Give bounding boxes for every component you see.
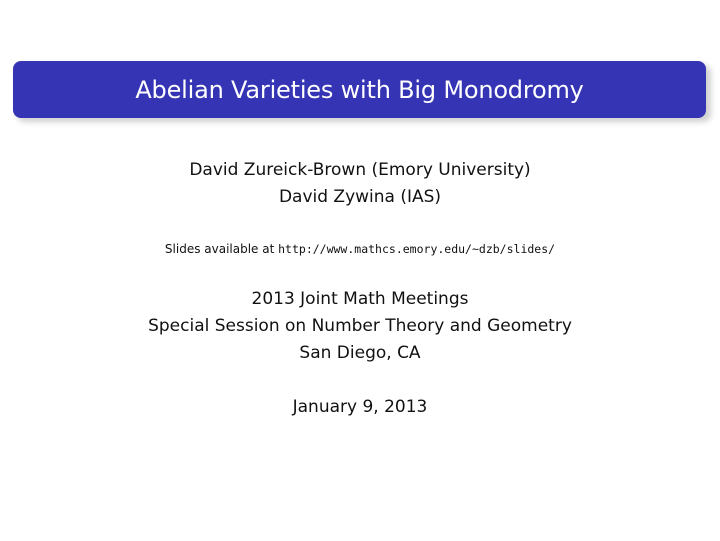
- slides-note-prefix: Slides available at: [164, 242, 279, 256]
- title-bar: [13, 61, 706, 118]
- event-location: San Diego, CA: [299, 343, 421, 363]
- author-line-1: David Zureick-Brown (Emory University): [189, 160, 531, 180]
- slides-note: [0, 242, 720, 256]
- author-line-2: David Zywina (IAS): [278, 187, 442, 207]
- slide-title: Abelian Varieties with Big Monodromy: [135, 75, 584, 104]
- event-name: 2013 Joint Math Meetings: [251, 289, 469, 309]
- slides-url-link[interactable]: http://www.mathcs.emory.edu/~dzb/slides/: [278, 242, 556, 256]
- event-session: Special Session on Number Theory and Geometry: [148, 316, 572, 336]
- presentation-date: January 9, 2013: [292, 397, 428, 417]
